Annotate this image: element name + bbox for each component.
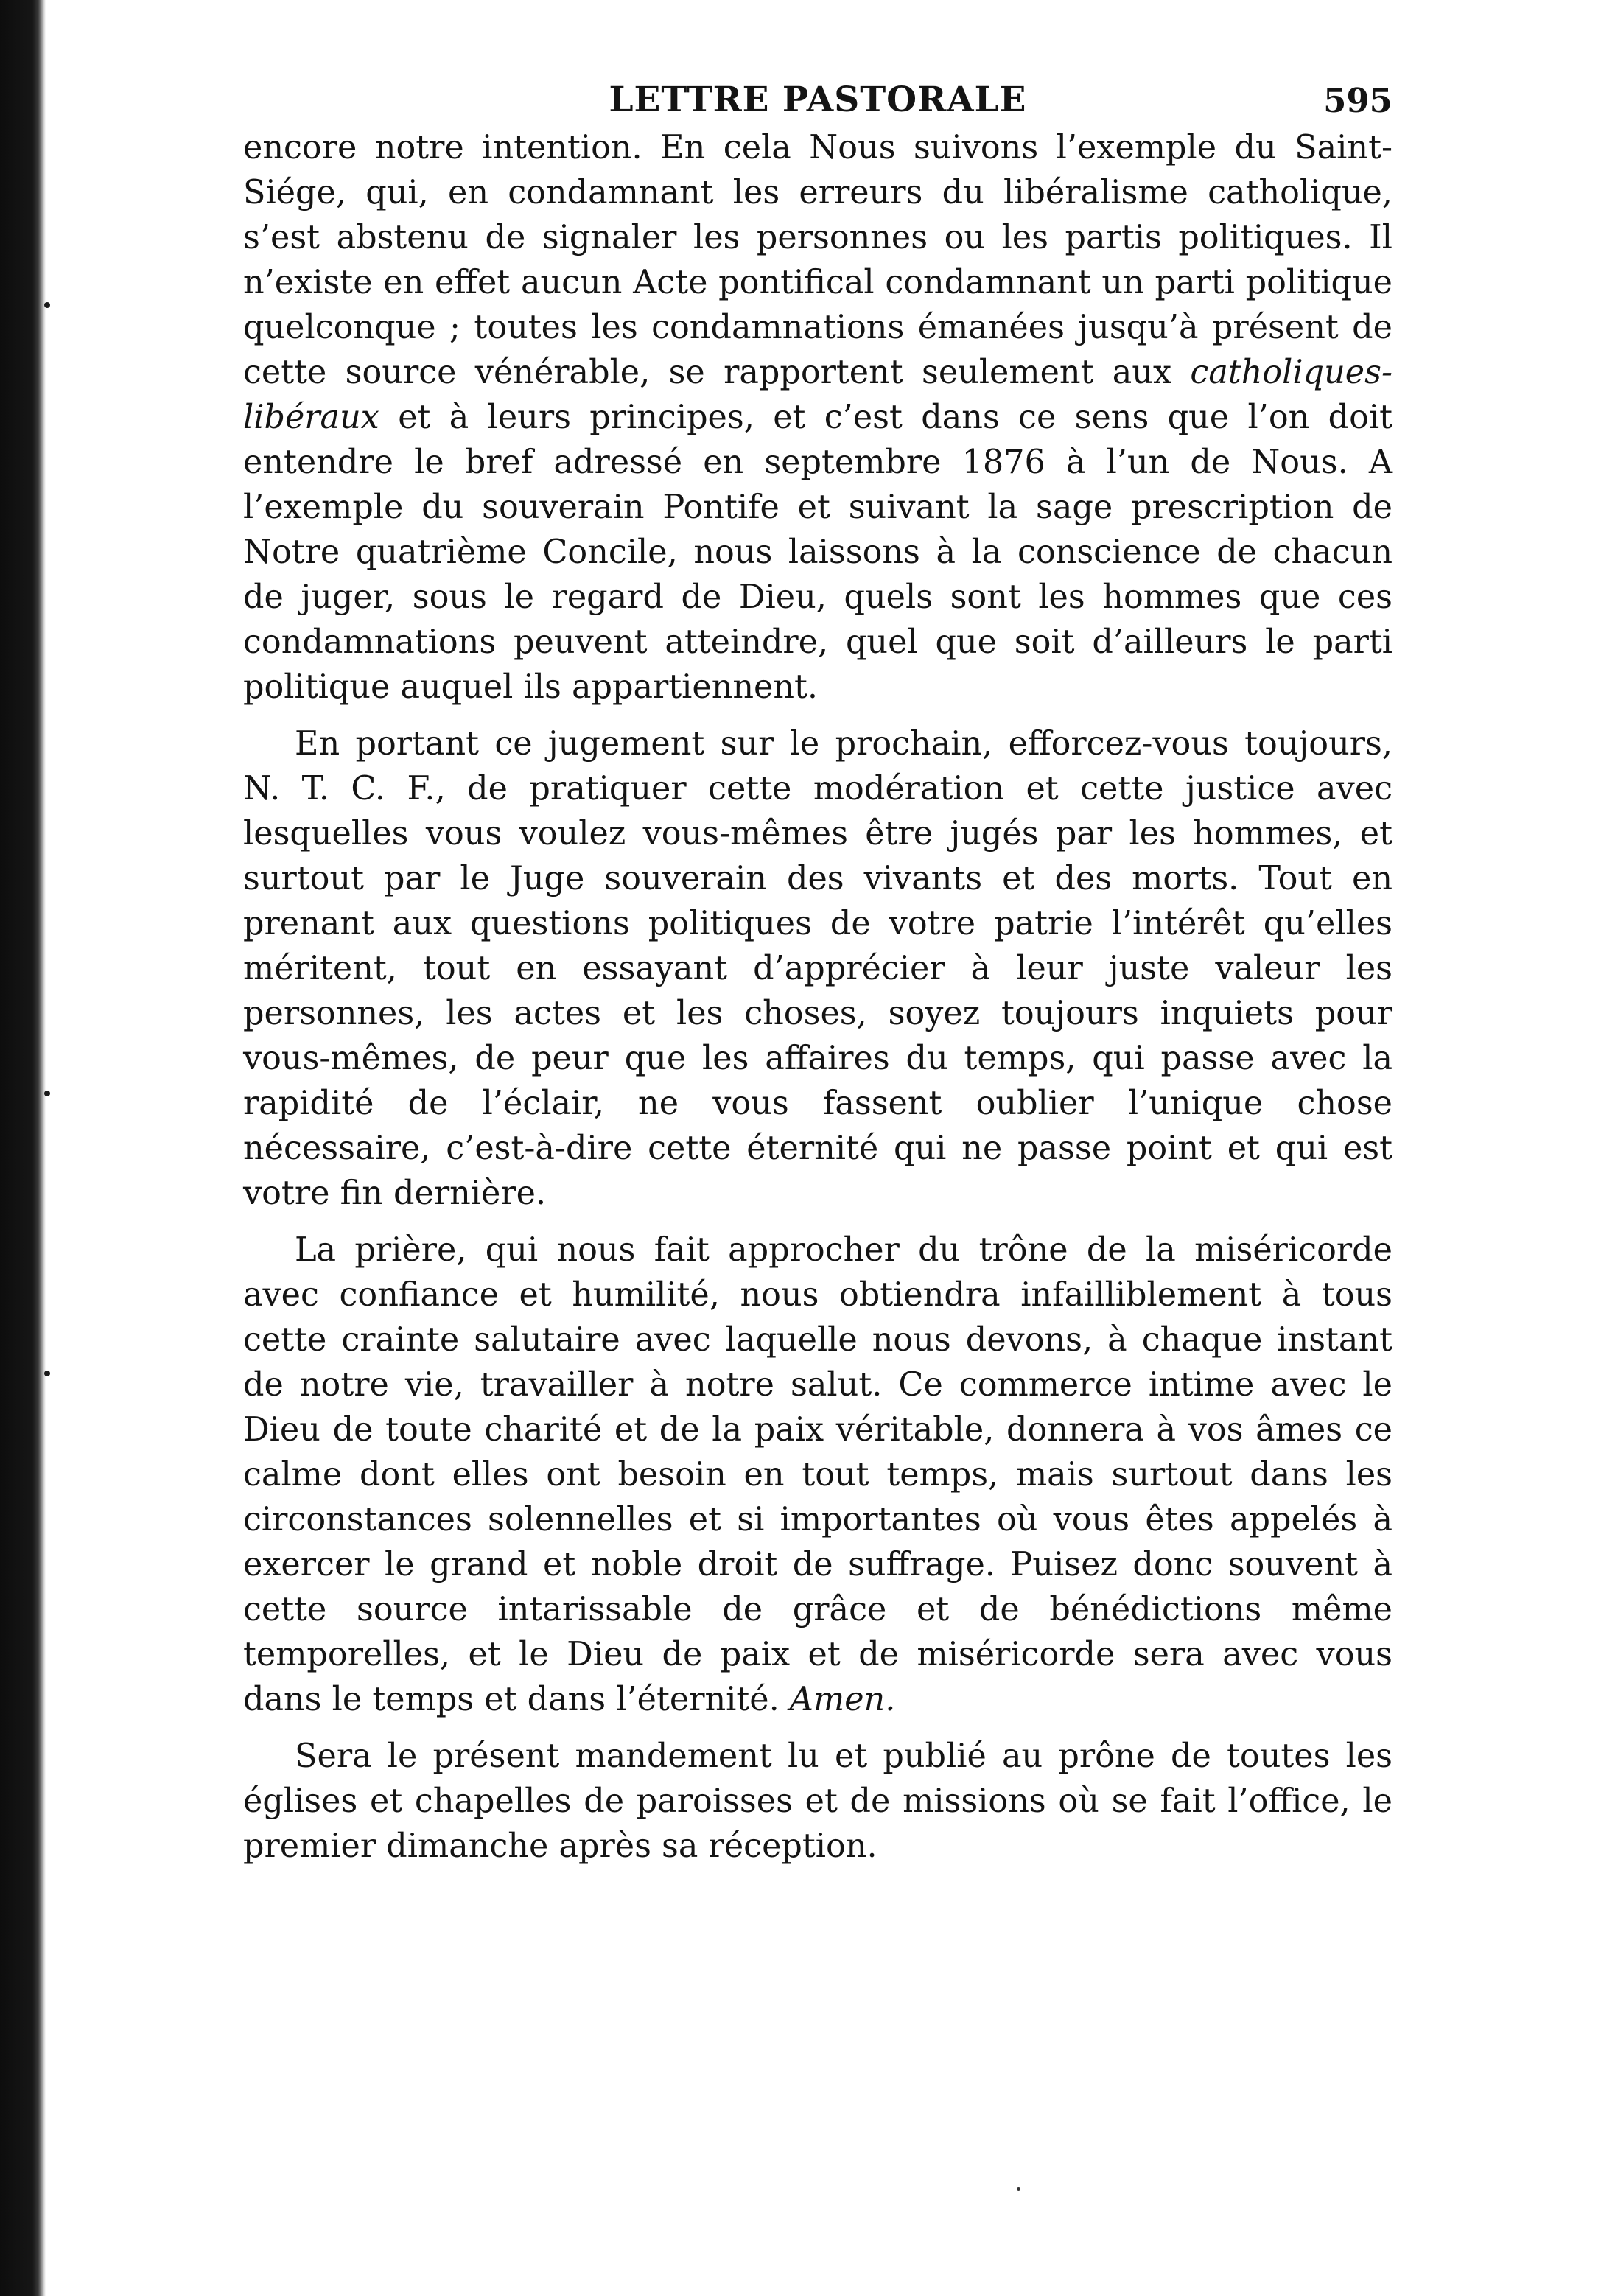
paragraph: [243, 1228, 1392, 1722]
paragraph-continued: [243, 125, 1392, 710]
scan-edge-mark: [44, 1091, 50, 1096]
body-text: [243, 125, 1392, 1869]
print-speck: [1017, 2187, 1020, 2191]
italic-term: catholiques-libéraux: [243, 354, 1392, 436]
paragraph-text: En portant ce jugement sur le prochain, efforcez-vous toujours, N. T. C. F., de pratiquer cette modération et cette justice avec lesquelles vous voulez vous-mêmes être jugés par les hommes, et surtout par le Juge souverain des vivants et des morts. Tout en prenant aux questions politiques de votre patrie l’intérêt qu’elles méritent, tout en essayant d’apprécier à leur juste valeur les personnes, les actes et les choses, soyez toujours inquiets pour vous-mêmes, de peur que les affaires du temps, qui passe avec la rapidité de l’éclair, ne vous fassent oublier l’unique chose nécessaire, c’est-à-dire cette éternité qui ne passe point et qui est votre fin dernière.: [243, 725, 1392, 1212]
page-header: [243, 66, 1392, 125]
paragraph: [243, 1734, 1392, 1869]
page-number: 595: [1323, 81, 1392, 120]
closing-amen: Amen.: [789, 1681, 896, 1718]
running-title: LETTRE PASTORALE: [609, 80, 1027, 120]
scan-edge-mark: [44, 1371, 50, 1376]
paragraph-text: encore notre intention. En cela Nous suivons l’exemple du Saint-Siége, qui, en condamnant les erreurs du libéralisme catholique, s’est abstenu de signaler les personnes ou les partis politiques. Il n’existe en effet aucun Acte pontifical condamnant un parti politique quelconque ; toutes les condamnations émanées jusqu’à présent de cette source vénérable, se rapportent seulement aux: [243, 129, 1392, 391]
book-page: [243, 66, 1392, 1880]
paragraph: [243, 721, 1392, 1216]
scan-edge-mark: [44, 302, 50, 308]
paragraph-text: Sera le présent mandement lu et publié au prône de toutes les églises et chapelles de paroisses et de missions où se fait l’office, le premier dimanche après sa réception.: [243, 1737, 1392, 1865]
paragraph-text: et à leurs principes, et c’est dans ce sens que l’on doit entendre le bref adressé en septembre 1876 à l’un de Nous. A l’exemple du souverain Pontife et suivant la sage prescription de Notre quatrième Concile, nous laissons à la conscience de chacun de juger, sous le regard de Dieu, quels sont les hommes que ces condamnations peuvent atteindre, quel que soit d’ailleurs le parti politique auquel ils appartiennent.: [243, 399, 1392, 706]
paragraph-text: La prière, qui nous fait approcher du trône de la miséricorde avec confiance et humilité, nous obtiendra infailliblement à tous cette crainte salutaire avec laquelle nous devons, à chaque instant de notre vie, travailler à notre salut. Ce commerce intime avec le Dieu de toute charité et de la paix véritable, donnera à vos âmes ce calme dont elles ont besoin en tout temps, mais surtout dans les circonstances solennelles et si importantes où vous êtes appelés à exercer le grand et noble droit de suffrage. Puisez donc souvent à cette source intarissable de grâce et de bénédictions même temporelles, et le Dieu de paix et de miséricorde sera avec vous dans le temps et dans l’éternité.: [243, 1231, 1392, 1718]
scan-binding-edge: [0, 0, 46, 2296]
